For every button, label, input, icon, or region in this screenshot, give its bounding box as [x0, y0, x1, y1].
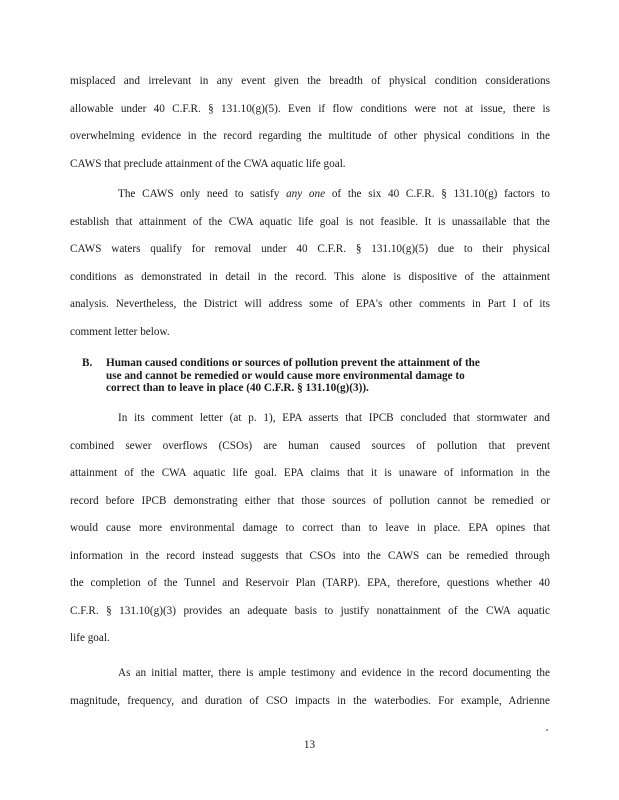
text-line: allowable under 40 C.F.R. § 131.10(g)(5). Even if flow conditions were not at issue, there is — [70, 102, 550, 115]
paragraph-epa-comment — [70, 405, 550, 653]
scan-speck — [546, 729, 548, 731]
text-run: The CAWS only need to satisfy — [118, 188, 287, 200]
text-line: conditions as demonstrated in detail in the record. This alone is dispositive of the attainment — [70, 270, 550, 283]
text-line: magnitude, frequency, and duration of CSO impacts in the waterbodies. For example, Adrienne — [70, 694, 550, 707]
text-line: comment letter below. — [70, 325, 170, 338]
section-heading-b — [82, 357, 540, 395]
text-line: life goal. — [70, 632, 110, 644]
text-line: In its comment letter (at p. 1), EPA asserts that IPCB concluded that stormwater and — [118, 412, 550, 424]
text-line: CAWS that preclude attainment of the CWA aquatic life goal. — [70, 157, 346, 170]
text-line: As an initial matter, there is ample testimony and evidence in the record documenting the — [118, 667, 550, 679]
text-line: analysis. Nevertheless, the District will address some of EPA's other comments in Part I of its — [70, 298, 550, 310]
text-line: combined sewer overflows (CSOs) are human caused sources of pollution that prevent — [70, 439, 550, 452]
paragraph-initial-matter — [70, 660, 550, 715]
text-line: attainment of the CWA aquatic life goal. EPA claims that it is unaware of information in the — [70, 467, 550, 479]
heading-line: correct than to leave in place (40 C.F.R. § 131.10(g)(3)). — [106, 382, 369, 394]
section-label: B. — [82, 357, 93, 369]
text-line: CAWS waters qualify for removal under 40 C.F.R. § 131.10(g)(5) due to their physical — [70, 243, 550, 255]
text-line: the completion of the Tunnel and Reservoir Plan (TARP). EPA, therefore, questions whether 40 — [70, 577, 550, 589]
heading-line: use and cannot be remedied or would cause more environmental damage to — [106, 369, 465, 382]
heading-line: Human caused conditions or sources of pollution prevent the attainment of the — [106, 357, 480, 369]
text-line: would cause more environmental damage to correct than to leave in place. EPA opines that — [70, 522, 550, 534]
text-line: establish that attainment of the CWA aquatic life goal is not feasible. It is unassailable that the — [70, 215, 550, 228]
emphasis-text: any one — [286, 188, 326, 200]
text-line: C.F.R. § 131.10(g)(3) provides an adequate basis to justify nonattainment of the CWA aquatic — [70, 604, 550, 617]
text-line — [70, 181, 550, 209]
paragraph-caws-factors — [70, 181, 550, 346]
paragraph-continuation — [70, 68, 550, 178]
text-line: misplaced and irrelevant in any event given the breadth of physical condition considerations — [70, 75, 550, 87]
text-line: record before IPCB demonstrating either that those sources of pollution cannot be remedied or — [70, 494, 550, 507]
text-line: overwhelming evidence in the record regarding the multitude of other physical conditions in the — [70, 130, 550, 142]
text-run: of the six 40 C.F.R. § 131.10(g) factors to — [325, 188, 550, 200]
text-line: information in the record instead suggests that CSOs into the CAWS can be remedied through — [70, 549, 550, 562]
page-number: 13 — [303, 739, 316, 751]
